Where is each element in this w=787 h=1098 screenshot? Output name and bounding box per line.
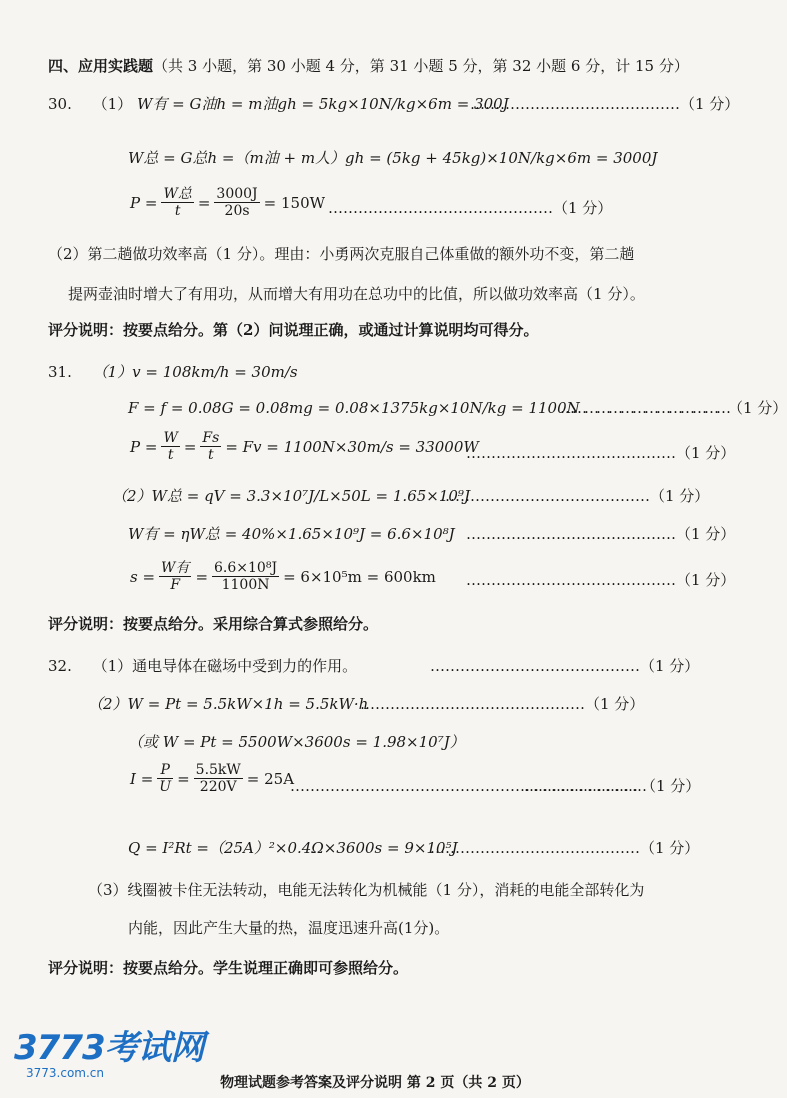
q30-part1-line [48, 94, 509, 114]
q31-number: 31. [48, 363, 72, 381]
q31-eq6-score: ……………………………………（1 分） [466, 571, 736, 589]
section-title: 四、应用实践题 [48, 57, 154, 75]
watermark-logo: 3773考试网 [14, 1028, 204, 1068]
q31-eq5: W有 = ηW总 = 40%×1.65×10⁹J = 6.6×10⁸J [128, 525, 455, 543]
q32-eq5: Q = I²Rt =（25A）²×0.4Ω×3600s = 9×10⁵J [128, 839, 458, 857]
page-footer: 物理试题参考答案及评分说明 第 2 页（共 2 页） [220, 1075, 530, 1091]
q32-eq2-score: ………………………………………（1 分） [360, 695, 645, 713]
q30-eq1-score: ……………………………………（1 分） [470, 95, 740, 113]
q32-part3-line1: （3）线圈被卡住无法转动，电能无法转化为机械能（1 分），消耗的电能全部转化为 [88, 881, 645, 899]
q30-eq3-frac2: $\frac{3000J}{20s}$ [216, 186, 258, 219]
q31-eq1: （1）v = 108km/h = 30m/s [92, 363, 298, 381]
q32-number: 32. [48, 657, 72, 675]
q32-note: 评分说明：按要点给分。学生说理正确即可参照给分。 [48, 959, 409, 977]
q30-eq3-rhs: = 150W [263, 193, 326, 212]
q32-eq1: （1）通电导体在磁场中受到力的作用。 [92, 657, 358, 675]
q31-note: 评分说明：按要点给分。采用综合算式参照给分。 [48, 615, 379, 633]
q31-eq5-score: ……………………………………（1 分） [466, 525, 736, 543]
q32-line1 [48, 656, 357, 676]
q30-part1-label: （1） [92, 95, 133, 113]
watermark-url: 3773.com.cn [26, 1066, 104, 1080]
q32-eq5-score: ……………………………………（1 分） [430, 839, 700, 857]
q32-eq4-score: ……………………………………………………………………………（1 分） [290, 777, 701, 795]
q30-note: 评分说明：按要点给分。第（2）问说理正确，或通过计算说明均可得分。 [48, 321, 539, 339]
section-header [48, 56, 689, 76]
q32-part3-line2: 内能，因此产生大量的热，温度迅速升高(1分)。 [128, 919, 450, 937]
q30-part2-line2: 提两壶油时增大了有用功，从而增大有用功在总功中的比值，所以做功效率高（1 分）。 [68, 285, 645, 303]
q30-eq3 [128, 186, 327, 219]
q30-eq2: W总 = G总h =（m油 + m人）gh = (5kg + 45kg)×10N/kg×6m = 3000J [128, 149, 658, 167]
q31-eq3-score: ……………………………………（1 分） [466, 444, 736, 462]
q30-eq3-frac1: $\frac{\text{W总}}{t}$ [163, 186, 192, 219]
q30-eq1: W有 = G油h = m油gh = 5kg×10N/kg×6m = 300J [136, 95, 509, 113]
q31-eq2: F = f = 0.08G = 0.08mg = 0.08×1375kg×10N/kg = 1100N [128, 399, 580, 417]
section-desc: （共 3 小题，第 30 小题 4 分，第 31 小题 5 分，第 32 小题 6 分，计 15 分） [153, 57, 689, 75]
q30-part2-line1: （2）第二趟做功效率高（1 分）。理由：小勇两次克服自己体重做的额外功不变，第二趟 [48, 245, 635, 263]
q30-eq3-eq: = [197, 193, 211, 212]
q31-line1 [48, 362, 298, 382]
q31-eq4-score: ……………………………………（1 分） [440, 487, 710, 505]
q30-number: 30. [48, 95, 72, 113]
q31-eq6: s = $\frac{\text{W有}}{F}$ = $\frac{\text{6.6×10⁸J}}{1100N}$ = 6×10⁵m = 600km [130, 560, 436, 593]
q31-eq3: P = $\frac{W}{t}$ = $\frac{Fs}{t}$ = Fv = 1100N×30m/s = 33000W [130, 430, 479, 463]
q30-eq3-lhs: P = [130, 193, 158, 212]
q32-eq4: I = $\frac{P}{U}$ = $\frac{5.5kW}{220V}$ = 25A [130, 762, 295, 795]
q30-eq3-score: ………………………………………（1 分） [328, 199, 613, 217]
q31-eq2-score: ……………………………………（1 分） [560, 399, 787, 417]
q31-eq4: （2）W总 = qV = 3.3×10⁷J/L×50L = 1.65×10⁹J [112, 487, 470, 505]
q32-eq1-score: ……………………………………（1 分） [430, 657, 700, 675]
q32-eq2: （2）W = Pt = 5.5kW×1h = 5.5kW·h [88, 695, 369, 713]
q32-eq3: （或 W = Pt = 5500W×3600s = 1.98×10⁷J） [128, 733, 465, 751]
